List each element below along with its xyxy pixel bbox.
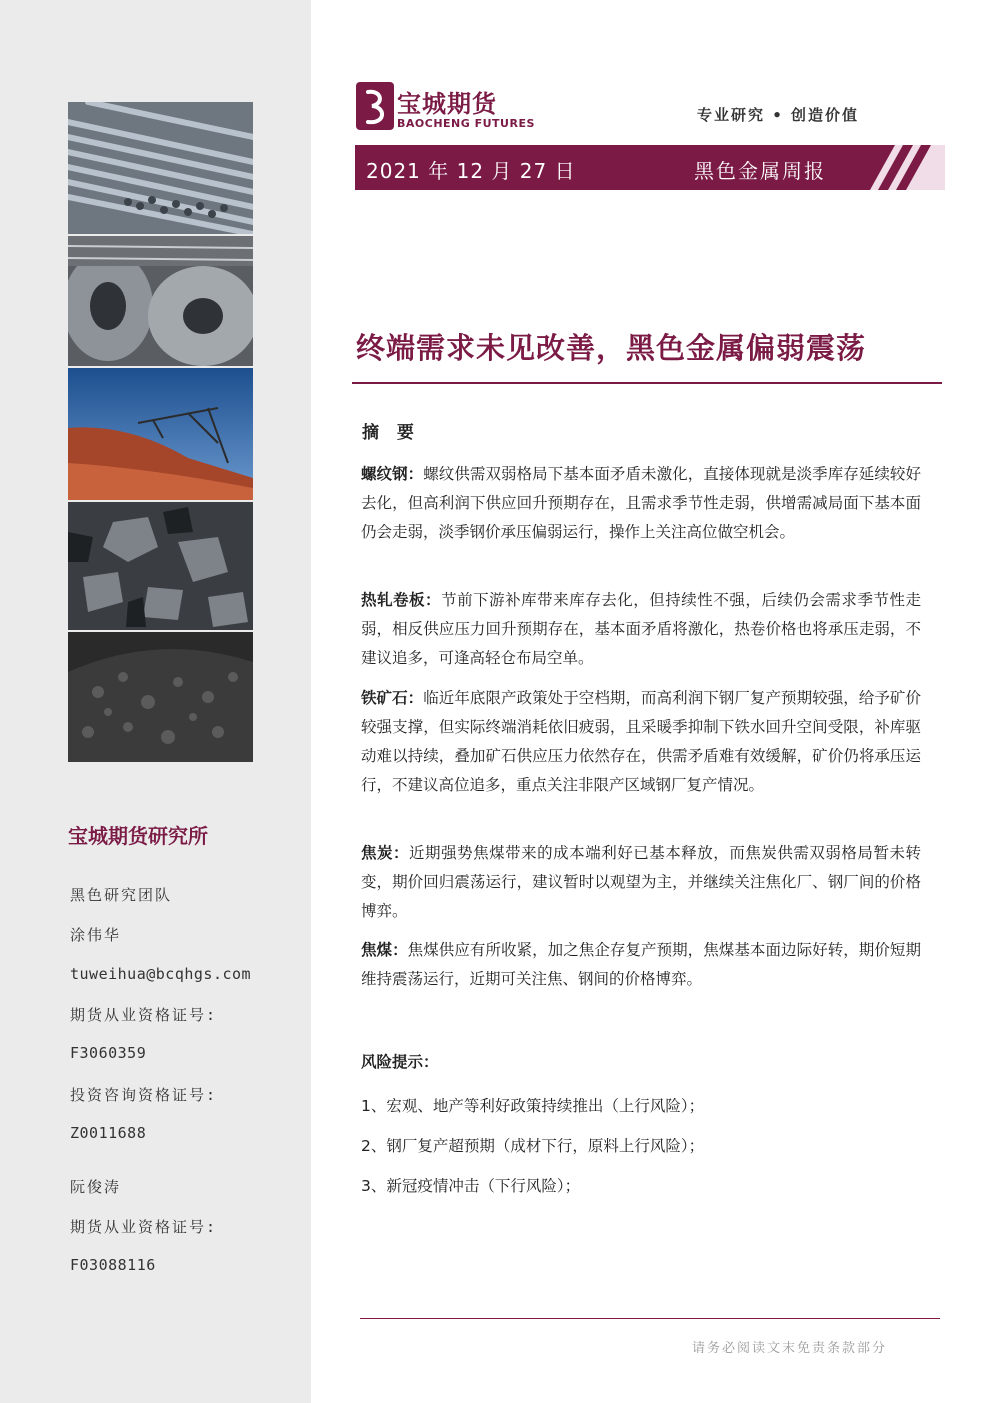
report-type: 黑色金属周报 xyxy=(694,159,826,183)
summary-heading: 摘 要 xyxy=(362,423,420,443)
coal-lumps-photo xyxy=(68,502,253,630)
consult-license-number: Z0011688 xyxy=(70,1124,147,1142)
section-text: 螺纹供需双弱格局下基本面矛盾未激化，直接体现就是淡季库存延续较好去化，但高利润下供应回升预期存在，且需求季节性走弱，供增需减局面下基本面仍会走弱，淡季钢价承压偏弱运行，操作上关注高位做空机会。 xyxy=(361,465,921,541)
futures-license-number: F3060359 xyxy=(70,1044,147,1062)
left-sidebar xyxy=(0,0,311,1403)
futures-license-label: 期货从业资格证号: xyxy=(70,1006,218,1024)
section-hot-rolled-coil xyxy=(361,586,921,673)
logo-english-name: BAOCHENG FUTURES xyxy=(397,117,535,130)
section-label: 焦煤： xyxy=(361,941,408,959)
logo-chinese-name: 宝城期货 xyxy=(397,89,497,118)
analyst-name: 涂伟华 xyxy=(70,926,122,944)
report-title: 终端需求未见改善，黑色金属偏弱震荡 xyxy=(356,331,867,365)
analyst-email[interactable]: tuweihua@bcqhgs.com xyxy=(70,965,252,983)
disclaimer-note: 请务必阅读文末免责条款部分 xyxy=(692,1341,888,1356)
title-divider xyxy=(352,382,942,384)
steel-coil-photo xyxy=(68,236,253,366)
research-institute-name: 宝城期货研究所 xyxy=(68,824,208,848)
consult-license-label: 投资咨询资格证号: xyxy=(70,1086,218,1104)
section-coke xyxy=(361,839,921,926)
rebar-bundle-photo xyxy=(68,102,253,234)
futures-license-number: F03088116 xyxy=(70,1256,156,1274)
research-team: 黑色研究团队 xyxy=(70,886,173,904)
report-date: 2021 年 12 月 27 日 xyxy=(366,159,576,183)
risk-heading: 风险提示： xyxy=(361,1053,439,1071)
risk-item: 3、新冠疫情冲击（下行风险）； xyxy=(361,1177,581,1195)
section-text: 临近年底限产政策处于空档期，而高利润下钢厂复产预期较强，给予矿价较强支撑，但实际终端消耗依旧疲弱，且采暖季抑制下铁水回升空间受限，补库驱动难以持续，叠加矿石供应压力依然存在，供需矛盾难有效缓解，矿价仍将承压运行，不建议高位追多，重点关注非限产区域钢厂复产情况。 xyxy=(361,689,921,794)
risk-item: 1、宏观、地产等利好政策持续推出（上行风险）； xyxy=(361,1097,705,1115)
section-rebar xyxy=(361,460,921,547)
section-label: 铁矿石： xyxy=(361,689,424,707)
analyst-name: 阮俊涛 xyxy=(70,1178,122,1196)
section-text: 焦煤供应有所收紧，加之焦企存复产预期，焦煤基本面边际好转，期价短期维持震荡运行，近期可关注焦、钢间的价格博弈。 xyxy=(361,941,921,988)
section-text: 节前下游补库带来库存去化，但持续性不强，后续仍会需求季节性走弱，相反供应压力回升预期存在，基本面矛盾将激化，热卷价格也将承压走弱，不建议追多，可逢高轻仓布局空单。 xyxy=(361,591,921,667)
futures-license-label: 期货从业资格证号: xyxy=(70,1218,218,1236)
baocheng-logo-icon xyxy=(356,80,396,132)
iron-ore-stacker-photo xyxy=(68,368,253,500)
section-label: 焦炭： xyxy=(361,844,410,862)
section-iron-ore xyxy=(361,684,921,800)
risk-item: 2、钢厂复产超预期（成材下行，原料上行风险）； xyxy=(361,1137,705,1155)
section-label: 热轧卷板： xyxy=(361,591,442,609)
section-label: 螺纹钢： xyxy=(361,465,424,483)
coke-pile-photo xyxy=(68,632,253,762)
section-coking-coal xyxy=(361,936,921,994)
company-slogan: 专业研究 • 创造价值 xyxy=(697,106,860,124)
footer-divider xyxy=(360,1318,940,1319)
section-text: 近期强势焦煤带来的成本端利好已基本释放，而焦炭供需双弱格局暂未转变，期价回归震荡运行，建议暂时以观望为主，并继续关注焦化厂、钢厂间的价格博弈。 xyxy=(361,844,921,920)
